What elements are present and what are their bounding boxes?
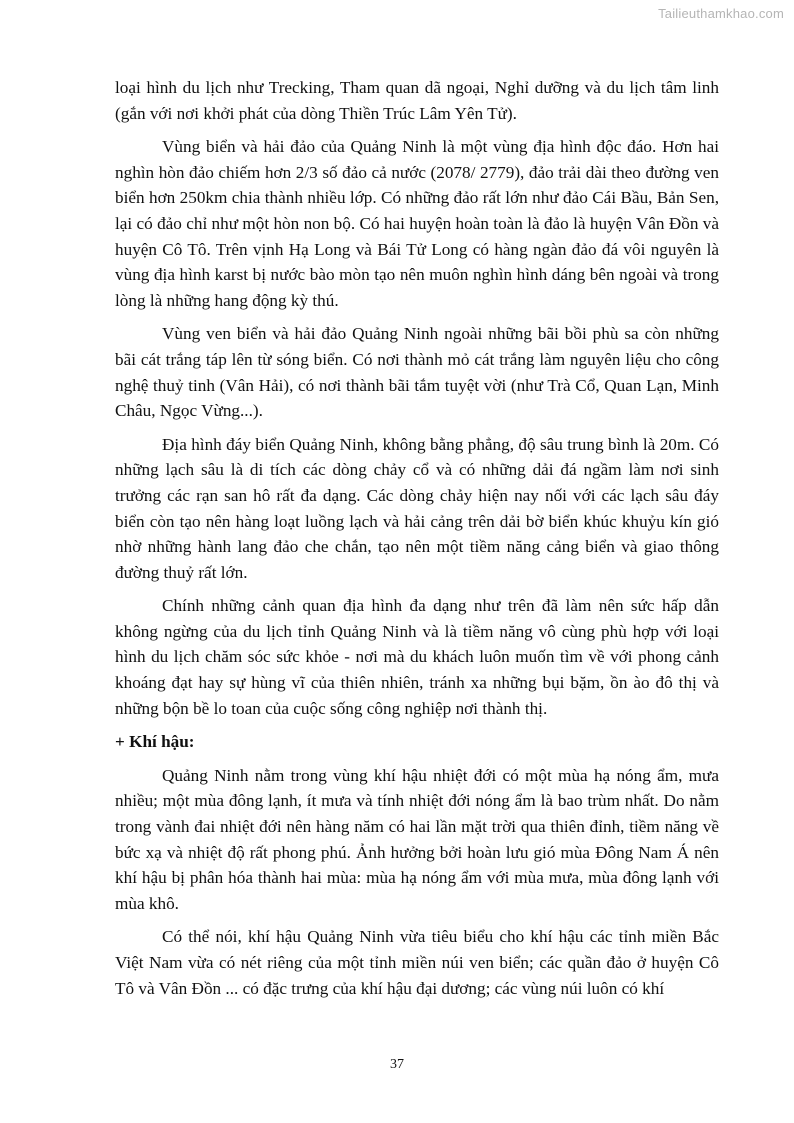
paragraph-landscape-potential: Chính những cảnh quan địa hình đa dạng như trên đã làm nên sức hấp dẫn không ngừng của du lịch tỉnh Quảng Ninh và là tiềm năng vô cùng phù hợp với loại hình du lịch chăm sóc sức khỏe - nơi mà du khách luôn muốn tìm về với phong cảnh khoáng đạt hay sự hùng vĩ của thiên nhiên, tránh xa những bụi bặm, ồn ào đô thị và những bộn bề lo toan của cuộc sống công nghiệp nơi thành thị. — [115, 596, 719, 718]
document-body — [115, 75, 719, 1009]
page-number: 37 — [390, 1057, 404, 1072]
paragraph-seabed-terrain: Địa hình đáy biển Quảng Ninh, không bằng phẳng, độ sâu trung bình là 20m. Có những lạch sâu là di tích các dòng chảy cổ và có những dải đá ngầm làm nơi sinh trưởng các rạn san hô rất đa dạng. Các dòng chảy hiện nay nối với các lạch sâu đáy biển còn tạo nên hàng loạt luồng lạch và hải cảng trên dải bờ biển khúc khuỷu kín gió nhờ những hành lang đảo che chắn, tạo nên một tiềm năng cảng biển và giao thông đường thuỷ rất lớn. — [115, 434, 719, 582]
watermark-text: Tailieuthamkhao.com — [658, 6, 784, 21]
paragraph-coastal-beaches: Vùng ven biển và hải đảo Quảng Ninh ngoài những bãi bồi phù sa còn những bãi cát trắng táp lên từ sóng biển. Có nơi thành mỏ cát trắng làm nguyên liệu cho công nghệ thuỷ tinh (Vân Hải), có nơi thành bãi tắm tuyệt vời (như Trà Cổ, Quan Lạn, Minh Châu, Ngọc Vừng...). — [115, 324, 719, 421]
paragraph-intro-continuation: loại hình du lịch như Trecking, Tham quan dã ngoại, Nghỉ dưỡng và du lịch tâm linh (gắn với nơi khởi phát của dòng Thiền Trúc Lâm Yên Tử). — [115, 78, 719, 123]
paragraph-climate-characteristics: Có thể nói, khí hậu Quảng Ninh vừa tiêu biểu cho khí hậu các tỉnh miền Bắc Việt Nam vừa có nét riêng của một tỉnh miền núi ven biển; các quần đảo ở huyện Cô Tô và Vân Đồn ... có đặc trưng của khí hậu đại dương; các vùng núi luôn có khí — [115, 927, 719, 998]
paragraph-sea-islands: Vùng biển và hải đảo của Quảng Ninh là một vùng địa hình độc đáo. Hơn hai nghìn hòn đảo chiếm hơn 2/3 số đảo cả nước (2078/ 2779), đảo trải dài theo đường ven biển hơn 250km chia thành nhiều lớp. Có những đảo rất lớn như đảo Cái Bầu, Bản Sen, lại có đảo chỉ như một hòn non bộ. Có hai huyện hoàn toàn là đảo là huyện Vân Đồn và huyện Cô Tô. Trên vịnh Hạ Long và Bái Tử Long có hàng ngàn đảo đá vôi nguyên là vùng địa hình karst bị nước bào mòn tạo nên muôn nghìn hình dáng bên ngoài và trong lòng là những hang động kỳ thú. — [115, 137, 719, 310]
paragraph-climate-overview: Quảng Ninh nằm trong vùng khí hậu nhiệt đới có một mùa hạ nóng ẩm, mưa nhiều; một mùa đông lạnh, ít mưa và tính nhiệt đới nóng ẩm là bao trùm nhất. Do nằm trong vành đai nhiệt đới nên hàng năm có hai lần mặt trời qua thiên đỉnh, tiềm năng về bức xạ và nhiệt độ rất phong phú. Ảnh hưởng bởi hoàn lưu gió mùa Đông Nam Á nên khí hậu bị phân hóa thành hai mùa: mùa hạ nóng ẩm với mùa mưa, mùa đông lạnh với mùa khô. — [115, 765, 719, 913]
section-heading-climate: + Khí hậu: — [115, 732, 195, 752]
